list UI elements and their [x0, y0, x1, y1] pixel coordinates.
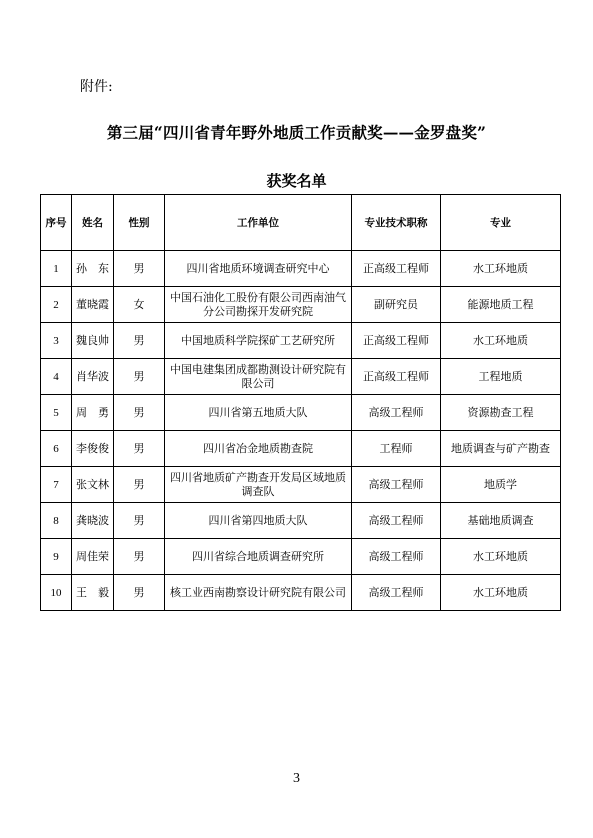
cell-title: 正高级工程师 — [352, 359, 441, 395]
cell-specialty: 水工环地质 — [441, 539, 561, 575]
attachment-label: 附件: — [80, 79, 113, 95]
cell-name: 肖华波 — [72, 359, 114, 395]
cell-title: 高级工程师 — [352, 503, 441, 539]
table-row — [41, 323, 561, 359]
cell-gender: 男 — [114, 323, 165, 359]
cell-gender: 男 — [114, 251, 165, 287]
cell-name: 董晓霞 — [72, 287, 114, 323]
cell-name: 王 毅 — [72, 575, 114, 611]
cell-specialty: 资源勘查工程 — [441, 395, 561, 431]
cell-workplace: 四川省第四地质大队 — [165, 503, 352, 539]
document-subtitle: 获奖名单 — [266, 172, 327, 190]
cell-gender: 男 — [114, 431, 165, 467]
document-title: 第三届“四川省青年野外地质工作贡献奖——金罗盘奖” — [106, 123, 487, 142]
header-cell-gender: 性别 — [114, 195, 165, 251]
cell-workplace: 四川省地质矿产勘查开发局区域地质调查队 — [165, 467, 352, 503]
cell-specialty: 水工环地质 — [441, 251, 561, 287]
cell-gender: 男 — [114, 539, 165, 575]
cell-title: 高级工程师 — [352, 395, 441, 431]
cell-specialty: 地质学 — [441, 467, 561, 503]
cell-index: 10 — [41, 575, 72, 611]
header-cell-title: 专业技术职称 — [352, 195, 441, 251]
cell-index: 7 — [41, 467, 72, 503]
header-cell-specialty: 专业 — [441, 195, 561, 251]
table-row — [41, 431, 561, 467]
table-row — [41, 575, 561, 611]
cell-workplace: 四川省地质环境调查研究中心 — [165, 251, 352, 287]
cell-specialty: 工程地质 — [441, 359, 561, 395]
header-cell-index: 序号 — [41, 195, 72, 251]
cell-index: 1 — [41, 251, 72, 287]
cell-gender: 男 — [114, 395, 165, 431]
cell-name: 李俊俊 — [72, 431, 114, 467]
cell-specialty: 基础地质调查 — [441, 503, 561, 539]
cell-gender: 男 — [114, 359, 165, 395]
page-number: 3 — [293, 771, 300, 786]
cell-title: 正高级工程师 — [352, 323, 441, 359]
cell-gender: 男 — [114, 575, 165, 611]
table-row — [41, 467, 561, 503]
cell-workplace: 四川省综合地质调查研究所 — [165, 539, 352, 575]
cell-title: 工程师 — [352, 431, 441, 467]
table-row — [41, 251, 561, 287]
cell-workplace: 核工业西南勘察设计研究院有限公司 — [165, 575, 352, 611]
cell-index: 4 — [41, 359, 72, 395]
cell-gender: 女 — [114, 287, 165, 323]
cell-title: 高级工程师 — [352, 575, 441, 611]
cell-name: 周佳荣 — [72, 539, 114, 575]
cell-specialty: 能源地质工程 — [441, 287, 561, 323]
cell-workplace: 中国石油化工股份有限公司西南油气分公司勘探开发研究院 — [165, 287, 352, 323]
cell-workplace: 四川省冶金地质勘查院 — [165, 431, 352, 467]
cell-name: 周 勇 — [72, 395, 114, 431]
cell-title: 正高级工程师 — [352, 251, 441, 287]
cell-name: 张文林 — [72, 467, 114, 503]
header-cell-workplace: 工作单位 — [165, 195, 352, 251]
cell-index: 3 — [41, 323, 72, 359]
cell-index: 2 — [41, 287, 72, 323]
cell-title: 高级工程师 — [352, 539, 441, 575]
table-row — [41, 287, 561, 323]
cell-workplace: 四川省第五地质大队 — [165, 395, 352, 431]
cell-index: 5 — [41, 395, 72, 431]
table-row — [41, 359, 561, 395]
table-row — [41, 539, 561, 575]
cell-name: 龚晓波 — [72, 503, 114, 539]
header-cell-name: 姓名 — [72, 195, 114, 251]
table-header-row — [41, 195, 561, 251]
awards-table — [40, 194, 561, 611]
cell-name: 孙 东 — [72, 251, 114, 287]
cell-gender: 男 — [114, 467, 165, 503]
cell-title: 高级工程师 — [352, 467, 441, 503]
cell-specialty: 水工环地质 — [441, 575, 561, 611]
table-row — [41, 503, 561, 539]
cell-title: 副研究员 — [352, 287, 441, 323]
cell-specialty: 水工环地质 — [441, 323, 561, 359]
cell-gender: 男 — [114, 503, 165, 539]
cell-index: 9 — [41, 539, 72, 575]
cell-index: 6 — [41, 431, 72, 467]
cell-workplace: 中国地质科学院探矿工艺研究所 — [165, 323, 352, 359]
cell-specialty: 地质调查与矿产勘查 — [441, 431, 561, 467]
cell-workplace: 中国电建集团成都勘测设计研究院有限公司 — [165, 359, 352, 395]
table-row — [41, 395, 561, 431]
cell-name: 魏良帅 — [72, 323, 114, 359]
cell-index: 8 — [41, 503, 72, 539]
